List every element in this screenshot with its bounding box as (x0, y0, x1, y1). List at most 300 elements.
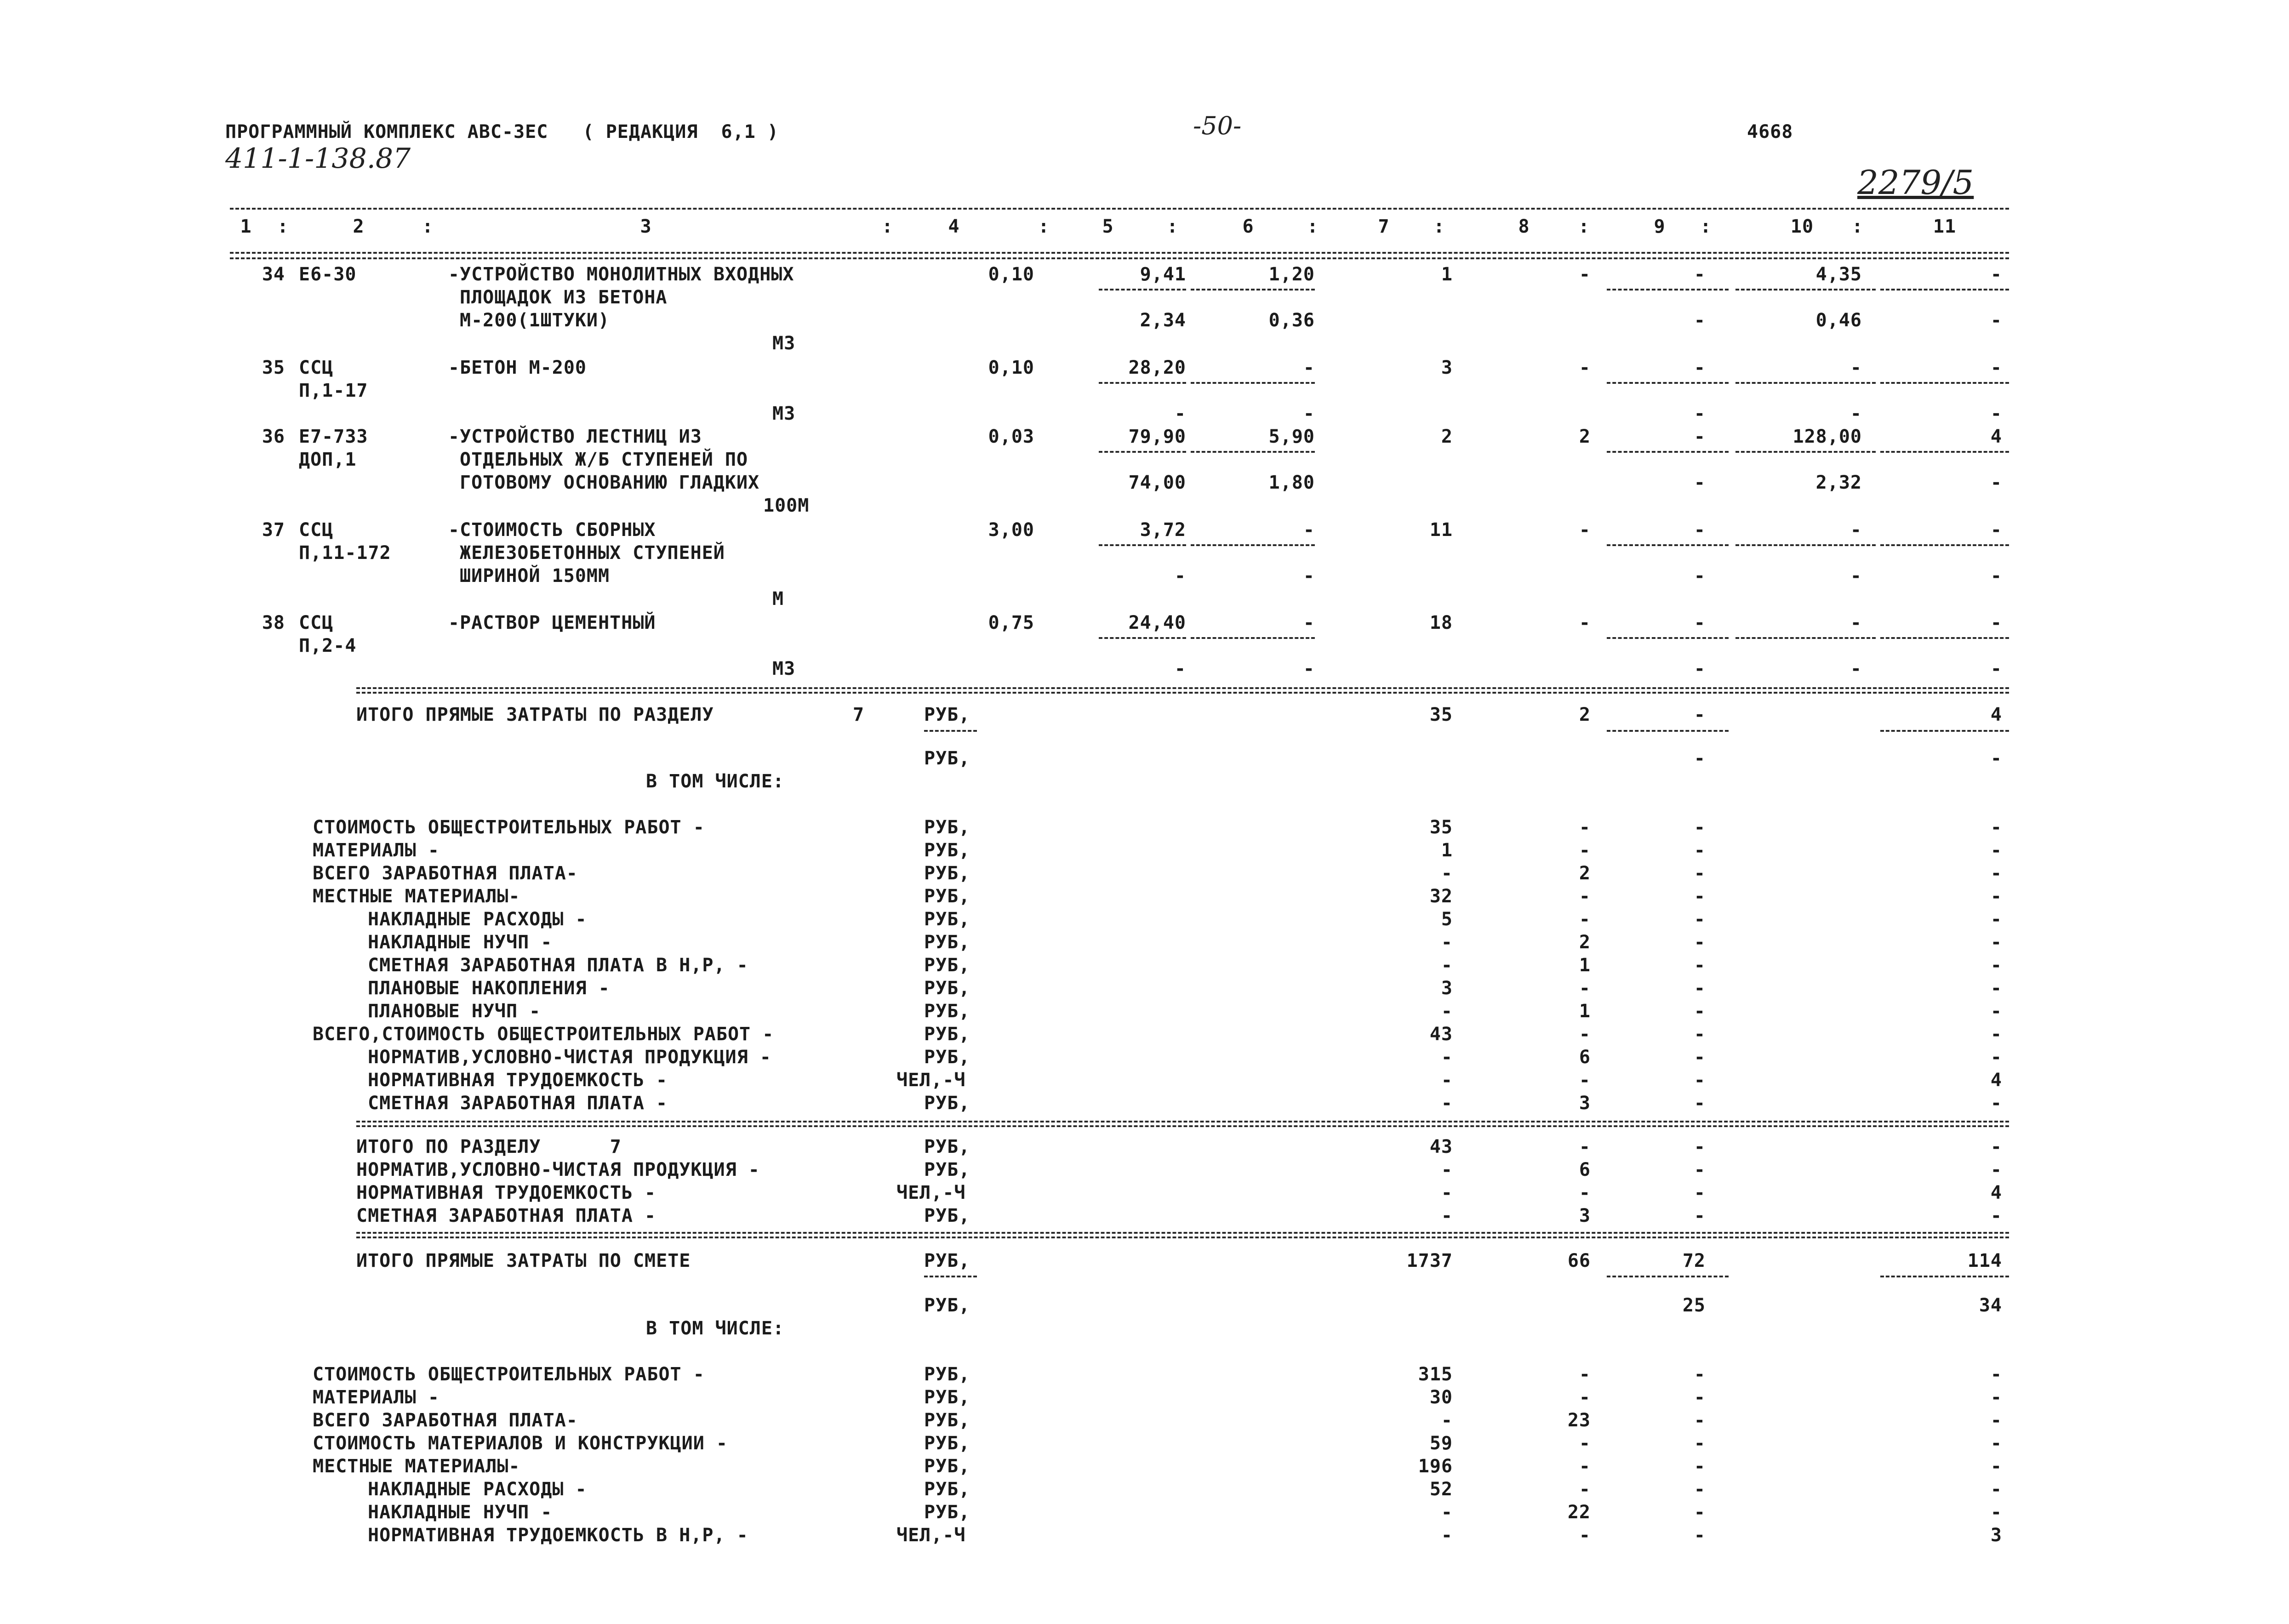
section-total-c8: 2 (1579, 704, 1591, 725)
cost-line-c11: - (1990, 1410, 2002, 1431)
item-code: ССЦ (299, 519, 334, 541)
section-total-c11b: - (1990, 748, 2002, 769)
cost-line-c8: - (1579, 1070, 1591, 1091)
section-total-c9: - (1694, 704, 1706, 725)
cost-line-c9: - (1694, 863, 1706, 884)
cost-line-c7: 196 (1418, 1456, 1453, 1477)
document-number: 4668 (1747, 121, 1793, 142)
cost-line-c7: - (1441, 1525, 1453, 1546)
section-summary-c9: - (1694, 1159, 1706, 1180)
item-col-11: - (1990, 264, 2002, 285)
item-wage-cost-2: - (1303, 403, 1315, 424)
cost-line-c8: - (1579, 909, 1591, 930)
cost-line-c9: - (1694, 1047, 1706, 1068)
cost-line-c7: 30 (1429, 1387, 1453, 1408)
column-header-9: 9 (1654, 216, 1666, 237)
cost-line-c11: - (1990, 1456, 2002, 1477)
item-subtotal-rule (1191, 637, 1315, 639)
item-col-11-2: - (1990, 472, 2002, 493)
cost-line-c8: 2 (1579, 932, 1591, 953)
cost-line-c11: - (1990, 1479, 2002, 1500)
cost-line-unit: РУБ, (924, 1479, 970, 1500)
cost-line-c11: 4 (1990, 1070, 2002, 1091)
cost-line-unit: РУБ, (924, 863, 970, 884)
item-subtotal-rule (1607, 544, 1729, 546)
section-summary-unit: РУБ, (924, 1159, 970, 1180)
cost-line-c7: - (1441, 932, 1453, 953)
cost-line-c11: - (1990, 1001, 2002, 1022)
project-code: 411-1-138.87 (225, 142, 411, 175)
section-summary-rule (356, 1121, 2009, 1123)
cost-line-label: МЕСТНЫЕ МАТЕРИАЛЫ- (313, 1456, 520, 1477)
cost-line-c9: - (1694, 1387, 1706, 1408)
cost-line-c9: - (1694, 1410, 1706, 1431)
cost-line-label: СМЕТНАЯ ЗАРАБОТНАЯ ПЛАТА В Н,Р, - (368, 955, 748, 976)
item-description: -УСТРОЙСТВО МОНОЛИТНЫХ ВХОДНЫХ (448, 264, 794, 285)
unit-rule (924, 730, 977, 732)
cost-line-c11: - (1990, 1024, 2002, 1045)
cost-line-c8: - (1579, 840, 1591, 861)
section-summary-c7: - (1441, 1205, 1453, 1226)
cost-line-c8: - (1579, 886, 1591, 907)
item-number: 36 (262, 426, 285, 447)
estimate-total-rule (356, 1232, 2009, 1234)
item-col-9: - (1694, 264, 1706, 285)
cost-line-label: СМЕТНАЯ ЗАРАБОТНАЯ ПЛАТА - (368, 1093, 668, 1114)
estimate-total-c11: 114 (1967, 1250, 2002, 1271)
cost-line-unit: РУБ, (924, 1456, 970, 1477)
item-number: 38 (262, 612, 285, 633)
item-subtotal-rule (1191, 289, 1315, 291)
cost-line-c9: - (1694, 909, 1706, 930)
item-code: П,1-17 (299, 380, 368, 401)
item-unit: М3 (772, 403, 796, 424)
cost-line-unit: РУБ, (924, 955, 970, 976)
cost-line-unit: РУБ, (924, 1001, 970, 1022)
section-summary-rule-2 (356, 1125, 2009, 1127)
item-subtotal-rule (1099, 451, 1186, 453)
column-separator: : (1578, 216, 1590, 237)
cost-line-label: ВСЕГО ЗАРАБОТНАЯ ПЛАТА- (313, 863, 578, 884)
item-description: -РАСТВОР ЦЕМЕНТНЫЙ (448, 612, 656, 633)
item-subtotal-rule (1735, 451, 1876, 453)
cost-line-c8: - (1579, 1479, 1591, 1500)
cost-line-c7: - (1441, 1502, 1453, 1523)
estimate-total-c8: 66 (1567, 1250, 1591, 1271)
section-summary-unit: ЧЕЛ,-Ч (896, 1182, 966, 1203)
item-col-9-2: - (1694, 472, 1706, 493)
header-top-rule (230, 208, 2009, 210)
item-unit: М (772, 588, 784, 610)
cost-line-c7: - (1441, 1047, 1453, 1068)
section-total-c11: 4 (1990, 704, 2002, 725)
header-bottom-rule-2 (230, 257, 2009, 259)
cost-line-c7: - (1441, 1093, 1453, 1114)
item-col-9-2: - (1694, 565, 1706, 587)
item-description: ЖЕЛЕЗОБЕТОННЫХ СТУПЕНЕЙ (460, 542, 725, 564)
item-col-9: - (1694, 357, 1706, 378)
column-header-11: 11 (1933, 216, 1957, 237)
column-separator: : (422, 216, 434, 237)
cost-line-c7: - (1441, 1070, 1453, 1091)
item-labor: - (1850, 357, 1862, 378)
item-number: 34 (262, 264, 285, 285)
cost-line-c11: - (1990, 1364, 2002, 1385)
section-summary-label: НОРМАТИВ,УСЛОВНО-ЧИСТАЯ ПРОДУКЦИЯ - (356, 1159, 760, 1180)
cost-line-c7: - (1441, 1001, 1453, 1022)
cost-line-c8: - (1579, 1433, 1591, 1454)
item-total-wage: 2 (1579, 426, 1591, 447)
item-code: ССЦ (299, 612, 334, 633)
cost-line-unit: РУБ, (924, 1047, 970, 1068)
cost-line-c9: - (1694, 840, 1706, 861)
cost-line-label: МАТЕРИАЛЫ - (313, 1387, 440, 1408)
section-total-label: ИТОГО ПРЯМЫЕ ЗАТРАТЫ ПО РАЗДЕЛУ (356, 704, 714, 725)
cost-line-c9: - (1694, 817, 1706, 838)
cost-line-c11: - (1990, 932, 2002, 953)
section-total-unit: РУБ, (924, 704, 970, 725)
cost-line-c9: - (1694, 1456, 1706, 1477)
section-summary-c8: - (1579, 1182, 1591, 1203)
section-total-unit-2: РУБ, (924, 748, 970, 769)
item-unit-cost-2: 74,00 (1128, 472, 1186, 493)
item-wage-cost: 1,20 (1268, 264, 1315, 285)
cost-line-c7: 43 (1429, 1024, 1453, 1045)
in-that-number-label-2: В ТОМ ЧИСЛЕ: (646, 1318, 784, 1339)
item-subtotal-rule (1607, 289, 1729, 291)
item-wage-cost-2: - (1303, 565, 1315, 587)
item-total-cost: 18 (1429, 612, 1453, 633)
cost-line-c8: 22 (1567, 1502, 1591, 1523)
estimate-total-rule-9 (1607, 1276, 1729, 1277)
column-separator: : (277, 216, 289, 237)
column-header-3: 3 (640, 216, 652, 237)
item-unit-cost: 24,40 (1128, 612, 1186, 633)
cost-line-c8: - (1579, 1456, 1591, 1477)
column-header-8: 8 (1518, 216, 1530, 237)
item-subtotal-rule (1735, 637, 1876, 639)
section-summary-c9: - (1694, 1136, 1706, 1157)
cost-line-c11: - (1990, 909, 2002, 930)
cost-line-label: НАКЛАДНЫЕ НУЧП - (368, 1502, 553, 1523)
cost-line-c8: 23 (1567, 1410, 1591, 1431)
cost-line-unit: РУБ, (924, 1410, 970, 1431)
item-code: Е7-733 (299, 426, 368, 447)
item-description: -СТОИМОСТЬ СБОРНЫХ (448, 519, 656, 541)
cost-line-c7: 5 (1441, 909, 1453, 930)
item-col-11-2: - (1990, 658, 2002, 679)
cost-line-unit: РУБ, (924, 817, 970, 838)
cost-line-label: МЕСТНЫЕ МАТЕРИАЛЫ- (313, 886, 520, 907)
item-unit-cost: 9,41 (1140, 264, 1186, 285)
cost-line-c11: - (1990, 863, 2002, 884)
cost-line-c11: - (1990, 886, 2002, 907)
column-header-6: 6 (1242, 216, 1254, 237)
item-col-11: - (1990, 519, 2002, 541)
item-subtotal-rule (1607, 451, 1729, 453)
cost-line-label: ВСЕГО,СТОИМОСТЬ ОБЩЕСТРОИТЕЛЬНЫХ РАБОТ - (313, 1024, 774, 1045)
item-unit-cost-2: 2,34 (1140, 310, 1186, 331)
estimate-total-rule-11 (1880, 1276, 2009, 1277)
section-summary-c7: - (1441, 1159, 1453, 1180)
cost-line-c8: - (1579, 1525, 1591, 1546)
section-summary-c7: - (1441, 1182, 1453, 1203)
column-separator: : (1852, 216, 1864, 237)
estimate-total-c9b: 25 (1682, 1295, 1706, 1316)
cost-line-c9: - (1694, 1024, 1706, 1045)
cost-line-unit: РУБ, (924, 1502, 970, 1523)
item-wage-cost-2: 0,36 (1268, 310, 1315, 331)
item-labor-2: - (1850, 565, 1862, 587)
item-description: ГОТОВОМУ ОСНОВАНИЮ ГЛАДКИХ (460, 472, 760, 493)
cost-line-c11: - (1990, 840, 2002, 861)
column-header-2: 2 (353, 216, 365, 237)
section-summary-c9: - (1694, 1205, 1706, 1226)
section-summary-c11: - (1990, 1159, 2002, 1180)
item-col-11-2: - (1990, 310, 2002, 331)
item-subtotal-rule (1880, 451, 2009, 453)
cost-line-c11: - (1990, 1047, 2002, 1068)
item-description: ШИРИНОЙ 150ММ (460, 565, 610, 587)
in-that-number-label: В ТОМ ЧИСЛЕ: (646, 771, 784, 792)
cost-line-c8: 1 (1579, 1001, 1591, 1022)
cost-line-c9: - (1694, 978, 1706, 999)
section-total-rule-9 (1607, 730, 1729, 732)
item-description: -БЕТОН М-200 (448, 357, 587, 378)
item-subtotal-rule (1735, 544, 1876, 546)
item-quantity: 0,10 (988, 264, 1034, 285)
section-summary-c11: 4 (1990, 1182, 2002, 1203)
item-total-cost: 2 (1441, 426, 1453, 447)
item-number: 37 (262, 519, 285, 541)
cost-line-label: НАКЛАДНЫЕ РАСХОДЫ - (368, 1479, 587, 1500)
item-description: ОТДЕЛЬНЫХ Ж/Б СТУПЕНЕЙ ПО (460, 449, 748, 470)
item-code: П,11-172 (299, 542, 391, 564)
item-col-11: 4 (1990, 426, 2002, 447)
cost-line-c7: 3 (1441, 978, 1453, 999)
column-header-7: 7 (1378, 216, 1390, 237)
page-number: -50- (1193, 111, 1242, 140)
cost-line-c9: - (1694, 932, 1706, 953)
item-total-cost: 1 (1441, 264, 1453, 285)
cost-line-c9: - (1694, 886, 1706, 907)
item-quantity: 0,03 (988, 426, 1034, 447)
item-subtotal-rule (1880, 637, 2009, 639)
cost-line-c7: - (1441, 955, 1453, 976)
item-quantity: 3,00 (988, 519, 1034, 541)
cost-line-c11: - (1990, 955, 2002, 976)
item-unit: М3 (772, 333, 796, 354)
cost-line-c7: 315 (1418, 1364, 1453, 1385)
cost-line-c8: - (1579, 1364, 1591, 1385)
item-subtotal-rule (1191, 544, 1315, 546)
section-summary-unit: РУБ, (924, 1136, 970, 1157)
column-separator: : (1307, 216, 1319, 237)
item-wage-cost: - (1303, 357, 1315, 378)
item-unit: М3 (772, 658, 796, 679)
item-labor-2: - (1850, 658, 1862, 679)
cost-line-c11: - (1990, 1502, 2002, 1523)
item-subtotal-rule (1099, 382, 1186, 384)
cost-line-unit: ЧЕЛ,-Ч (896, 1525, 966, 1546)
section-summary-c7: 43 (1429, 1136, 1453, 1157)
section-total-number: 7 (853, 704, 865, 725)
section-summary-unit: РУБ, (924, 1205, 970, 1226)
cost-line-unit: РУБ, (924, 840, 970, 861)
cost-line-c7: - (1441, 863, 1453, 884)
program-header: ПРОГРАММНЫЙ КОМПЛЕКС АВС-3ЕС ( РЕДАКЦИЯ 6,1 ) (225, 121, 779, 142)
item-total-cost: 11 (1429, 519, 1453, 541)
cost-line-unit: РУБ, (924, 932, 970, 953)
cost-line-label: СТОИМОСТЬ ОБЩЕСТРОИТЕЛЬНЫХ РАБОТ - (313, 817, 705, 838)
item-subtotal-rule (1099, 544, 1186, 546)
estimate-total-unit: РУБ, (924, 1250, 970, 1271)
cost-line-unit: РУБ, (924, 1364, 970, 1385)
cost-line-c11: - (1990, 817, 2002, 838)
cost-line-c9: - (1694, 955, 1706, 976)
cost-line-c9: - (1694, 1093, 1706, 1114)
section-summary-c8: 3 (1579, 1205, 1591, 1226)
item-code: Е6-30 (299, 264, 357, 285)
cost-line-label: ВСЕГО ЗАРАБОТНАЯ ПЛАТА- (313, 1410, 578, 1431)
item-col-9: - (1694, 612, 1706, 633)
item-unit-cost-2: - (1174, 658, 1186, 679)
column-separator: : (1700, 216, 1712, 237)
section-total-rule-11 (1880, 730, 2009, 732)
item-subtotal-rule (1607, 382, 1729, 384)
item-col-9: - (1694, 519, 1706, 541)
item-col-9-2: - (1694, 310, 1706, 331)
section-total-rule (356, 687, 2009, 689)
section-summary-c8: - (1579, 1136, 1591, 1157)
item-subtotal-rule (1191, 451, 1315, 453)
cost-line-unit: РУБ, (924, 1093, 970, 1114)
item-labor-2: 0,46 (1815, 310, 1862, 331)
cost-line-c9: - (1694, 1525, 1706, 1546)
cost-line-label: НОРМАТИВНАЯ ТРУДОЕМКОСТЬ В Н,Р, - (368, 1525, 748, 1546)
section-summary-c11: - (1990, 1205, 2002, 1226)
item-number: 35 (262, 357, 285, 378)
item-labor-2: - (1850, 403, 1862, 424)
cost-line-unit: РУБ, (924, 978, 970, 999)
item-wage-cost: - (1303, 519, 1315, 541)
item-total-wage: - (1579, 357, 1591, 378)
estimate-total-c11b: 34 (1979, 1295, 2002, 1316)
item-description: ПЛОЩАДОК ИЗ БЕТОНА (460, 287, 668, 308)
section-summary-c8: 6 (1579, 1159, 1591, 1180)
item-unit-cost: 28,20 (1128, 357, 1186, 378)
estimate-total-label: ИТОГО ПРЯМЫЕ ЗАТРАТЫ ПО СМЕТЕ (356, 1250, 691, 1271)
cost-line-label: МАТЕРИАЛЫ - (313, 840, 440, 861)
column-separator: : (1038, 216, 1050, 237)
unit-rule (924, 1276, 977, 1277)
cost-line-c7: 35 (1429, 817, 1453, 838)
section-summary-label: ИТОГО ПО РАЗДЕЛУ 7 (356, 1136, 622, 1157)
cost-line-c11: - (1990, 1387, 2002, 1408)
cost-line-c11: 3 (1990, 1525, 2002, 1546)
section-total-c7: 35 (1429, 704, 1453, 725)
sheet-number: 2279/5 (1857, 163, 1974, 202)
item-wage-cost: - (1303, 612, 1315, 633)
estimate-total-rule-2 (356, 1237, 2009, 1238)
item-col-9-2: - (1694, 403, 1706, 424)
item-code: П,2-4 (299, 635, 357, 656)
cost-line-unit: РУБ, (924, 1387, 970, 1408)
cost-line-c11: - (1990, 1093, 2002, 1114)
cost-line-c8: 1 (1579, 955, 1591, 976)
cost-line-label: СТОИМОСТЬ ОБЩЕСТРОИТЕЛЬНЫХ РАБОТ - (313, 1364, 705, 1385)
item-code: ДОП,1 (299, 449, 357, 470)
cost-line-c9: - (1694, 1433, 1706, 1454)
cost-line-c9: - (1694, 1001, 1706, 1022)
cost-line-c8: 2 (1579, 863, 1591, 884)
estimate-total-c7: 1737 (1406, 1250, 1453, 1271)
item-subtotal-rule (1191, 382, 1315, 384)
cost-line-label: ПЛАНОВЫЕ НАКОПЛЕНИЯ - (368, 978, 610, 999)
item-quantity: 0,75 (988, 612, 1034, 633)
item-total-wage: - (1579, 264, 1591, 285)
cost-line-c8: 3 (1579, 1093, 1591, 1114)
item-subtotal-rule (1880, 544, 2009, 546)
header-bottom-rule (230, 252, 2009, 254)
item-col-11-2: - (1990, 403, 2002, 424)
cost-line-c8: - (1579, 817, 1591, 838)
cost-line-unit: ЧЕЛ,-Ч (896, 1070, 966, 1091)
item-col-11-2: - (1990, 565, 2002, 587)
cost-line-label: НАКЛАДНЫЕ НУЧП - (368, 932, 553, 953)
section-total-rule-2 (356, 692, 2009, 694)
estimate-total-c9: 72 (1682, 1250, 1706, 1271)
item-wage-cost-2: - (1303, 658, 1315, 679)
cost-line-c8: 6 (1579, 1047, 1591, 1068)
item-description: -УСТРОЙСТВО ЛЕСТНИЦ ИЗ (448, 426, 702, 447)
column-header-1: 1 (240, 216, 252, 237)
cost-line-c7: 1 (1441, 840, 1453, 861)
cost-line-c9: - (1694, 1502, 1706, 1523)
column-separator: : (882, 216, 894, 237)
item-labor-2: 2,32 (1815, 472, 1862, 493)
item-total-wage: - (1579, 612, 1591, 633)
item-unit-cost: 79,90 (1128, 426, 1186, 447)
column-header-10: 10 (1790, 216, 1814, 237)
cost-line-c8: - (1579, 978, 1591, 999)
item-subtotal-rule (1607, 637, 1729, 639)
item-unit-cost-2: - (1174, 403, 1186, 424)
cost-line-c7: 32 (1429, 886, 1453, 907)
cost-line-unit: РУБ, (924, 886, 970, 907)
item-col-9: - (1694, 426, 1706, 447)
item-labor: - (1850, 612, 1862, 633)
cost-line-c11: - (1990, 978, 2002, 999)
cost-line-c7: 52 (1429, 1479, 1453, 1500)
cost-line-label: ПЛАНОВЫЕ НУЧП - (368, 1001, 541, 1022)
item-subtotal-rule (1099, 637, 1186, 639)
item-subtotal-rule (1880, 289, 2009, 291)
cost-line-c9: - (1694, 1070, 1706, 1091)
cost-line-c7: - (1441, 1410, 1453, 1431)
section-total-c9b: - (1694, 748, 1706, 769)
cost-line-label: НОРМАТИВ,УСЛОВНО-ЧИСТАЯ ПРОДУКЦИЯ - (368, 1047, 771, 1068)
cost-line-c8: - (1579, 1387, 1591, 1408)
item-code: ССЦ (299, 357, 334, 378)
item-unit: 100М (763, 495, 810, 516)
item-labor: 128,00 (1792, 426, 1862, 447)
cost-line-c8: - (1579, 1024, 1591, 1045)
section-summary-c11: - (1990, 1136, 2002, 1157)
item-col-11: - (1990, 612, 2002, 633)
item-col-11: - (1990, 357, 2002, 378)
column-header-4: 4 (948, 216, 960, 237)
